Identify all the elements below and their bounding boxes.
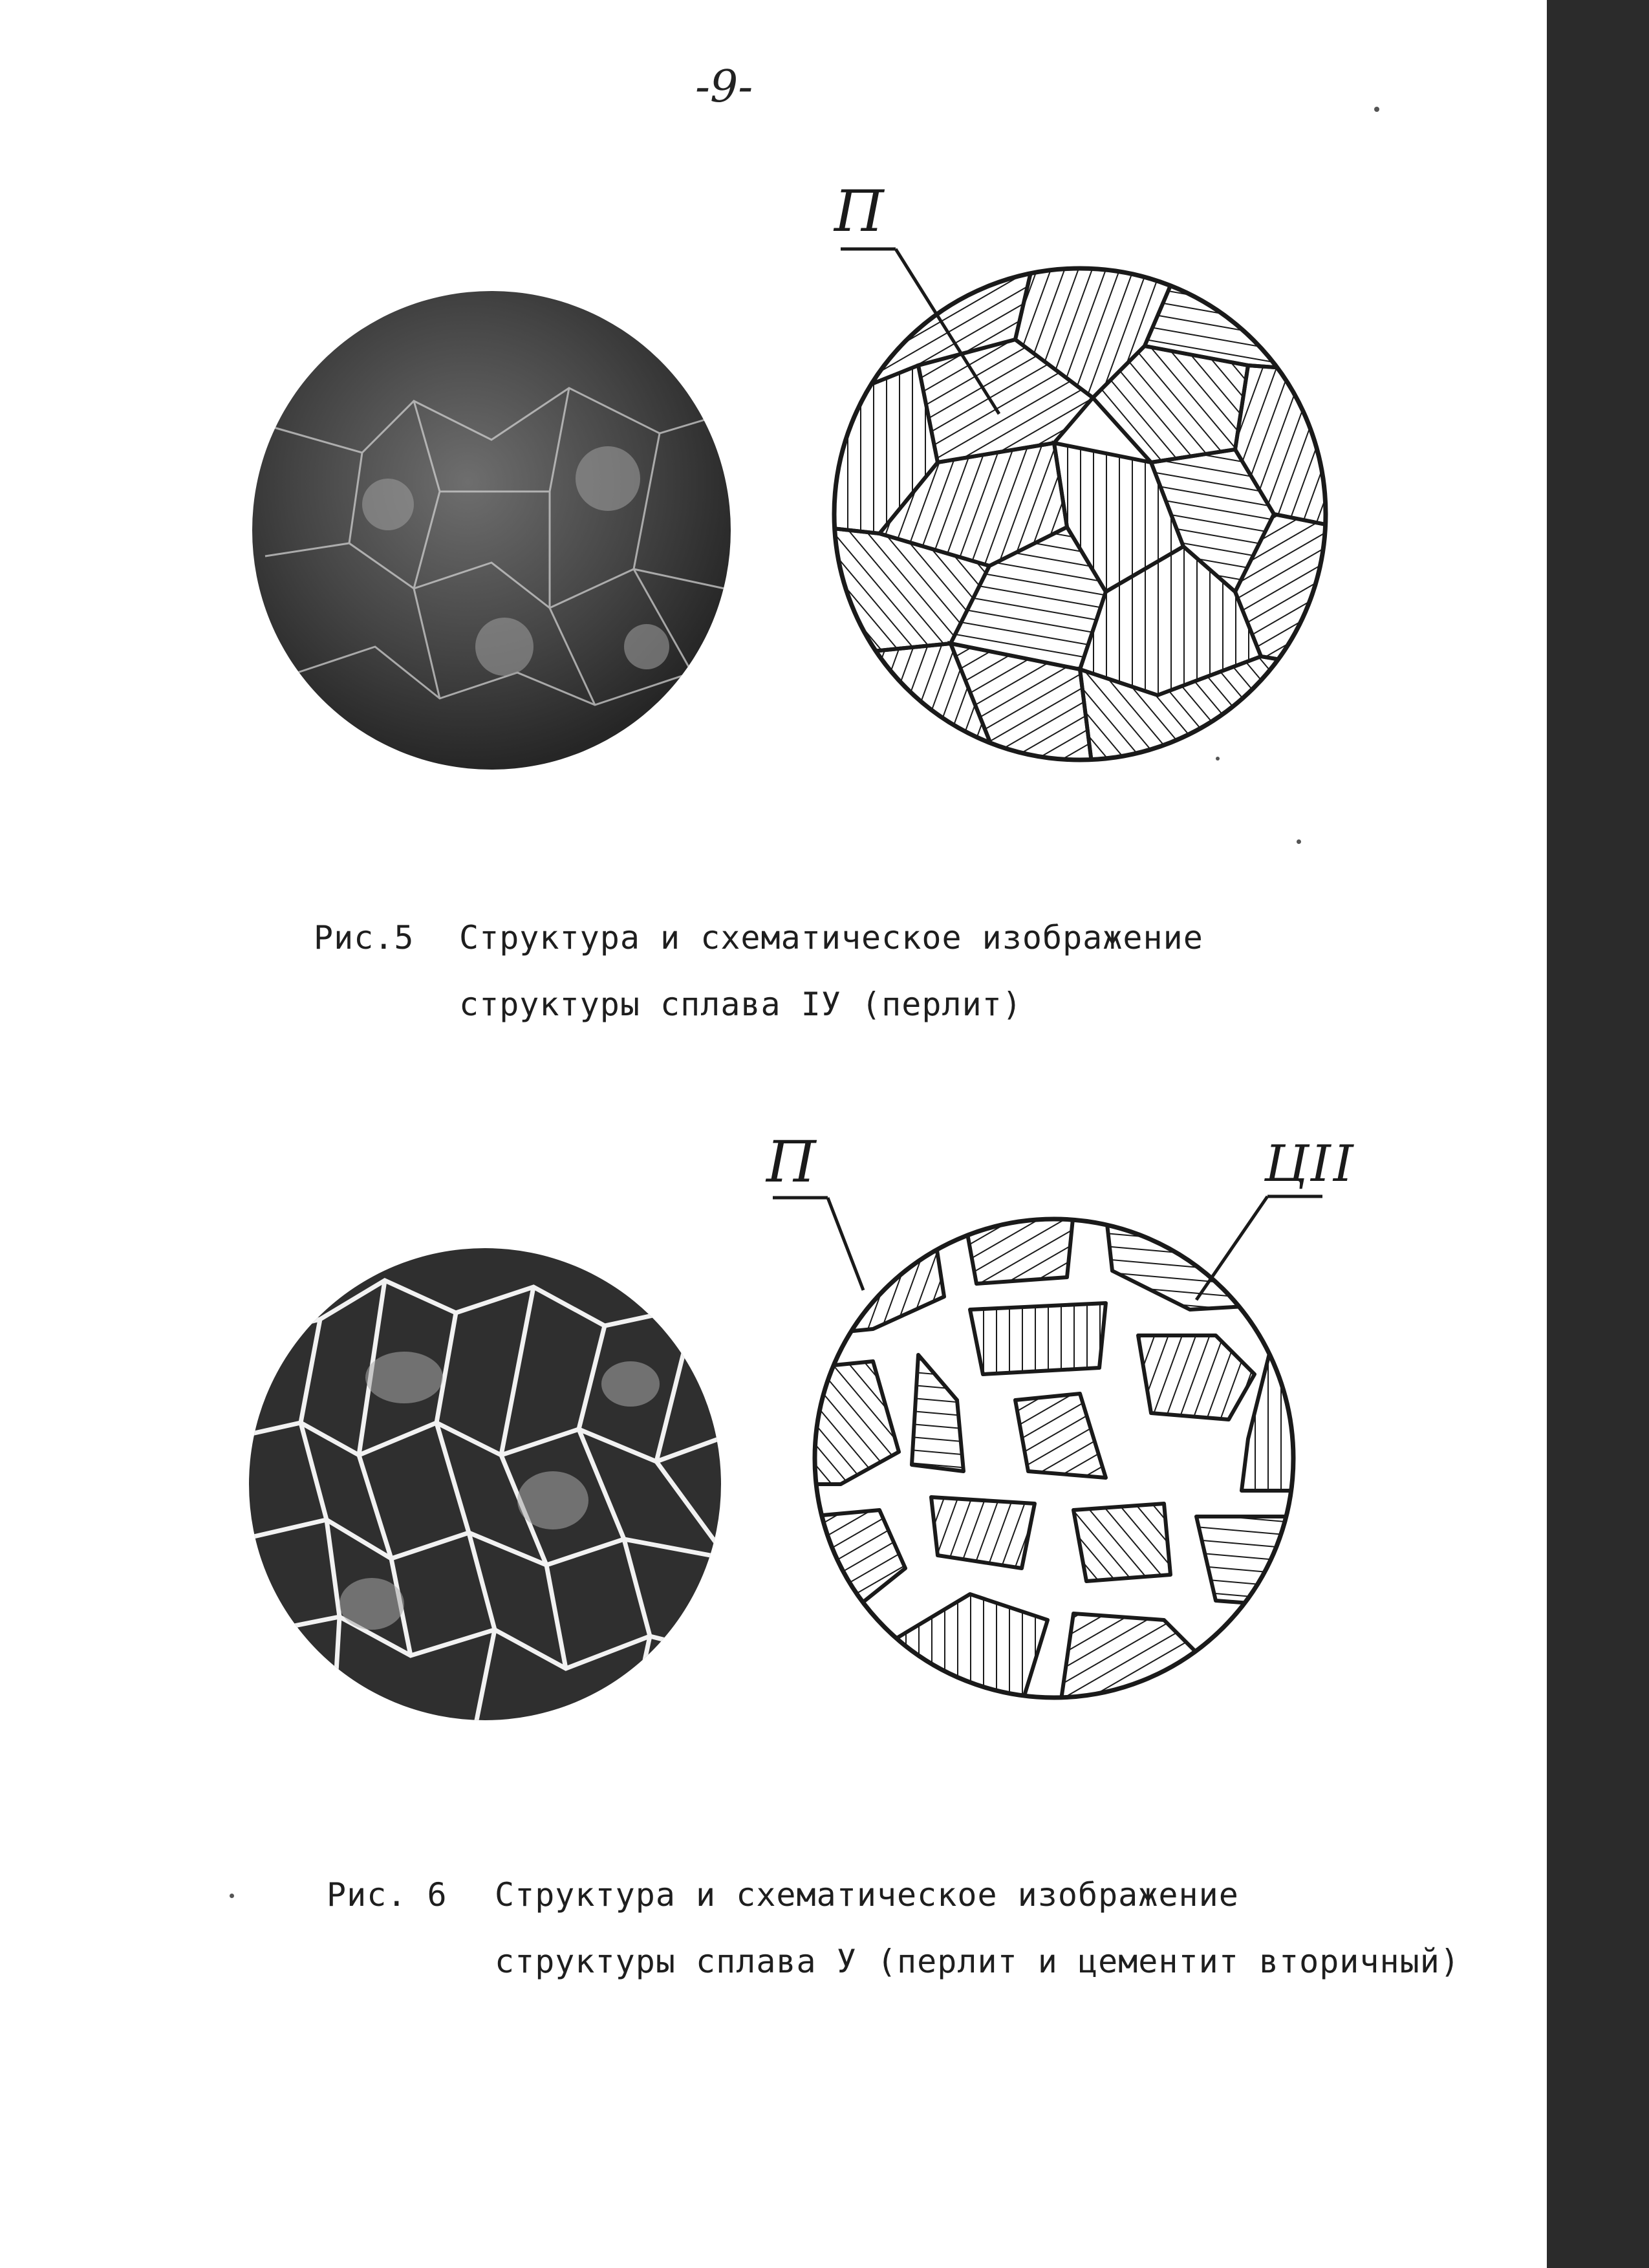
caption-number-fig6: Рис. 6	[327, 1876, 447, 1914]
scan-speck	[1374, 107, 1379, 112]
page-number: -9-	[695, 61, 753, 113]
caption-number-fig5: Рис.5	[314, 919, 415, 956]
label-cementite-fig6: ЦII	[1264, 1135, 1356, 1193]
caption-line1-fig5: Структура и схематическое изображение	[459, 919, 1203, 956]
scan-speck	[1297, 839, 1301, 844]
label-pearlite-fig6: П	[766, 1129, 819, 1195]
scan-speck	[230, 1894, 234, 1898]
caption-line1-fig6: Структура и схематическое изображение	[495, 1876, 1239, 1914]
caption-line2-fig5: структуры сплава IУ (перлит)	[459, 986, 1022, 1023]
label-pearlite-fig5: П	[834, 178, 887, 244]
caption-line2-fig6: структуры сплава У (перлит и цементит вторичный)	[495, 1943, 1460, 1980]
scan-speck	[1216, 757, 1220, 761]
